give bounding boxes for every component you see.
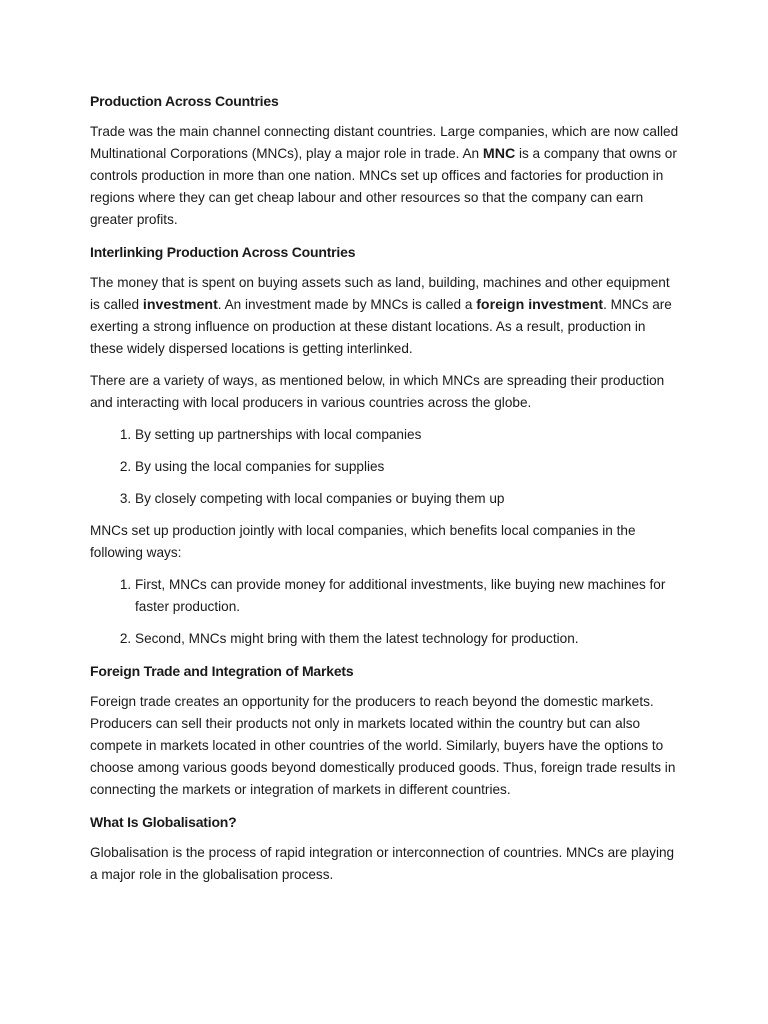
term-foreign-investment: foreign investment (476, 297, 604, 313)
list-item: 3. By closely competing with local companies or buying them up (135, 488, 680, 510)
paragraph-globalisation: Globalisation is the process of rapid integration or interconnection of countries. MNCs are playing a major role in the globalisation process. (90, 845, 675, 882)
text-run: is a company that owns or controls production in more than one nation. MNCs set up offices and factories for production in regions where they can get cheap labour and other resources so that the company can earn greater profits. (90, 146, 677, 227)
list-item: 2. By using the local companies for supplies (135, 456, 680, 478)
text-run: . MNCs are exerting a strong influence on production at these distant locations. As a result, production in these widely dispersed locations is getting interlinked. (90, 297, 672, 356)
section-heading-foreign-trade: Foreign Trade and Integration of Markets (90, 663, 354, 679)
list-item: 2. Second, MNCs might bring with them the latest technology for production. (135, 628, 680, 650)
text-run: The money that is spent on buying assets such as land, building, machines and other equipment is called (90, 275, 670, 312)
document-page (90, 90, 680, 896)
section-heading-globalisation: What Is Globalisation? (90, 814, 237, 830)
list-ways (90, 424, 680, 510)
list-item: 1. First, MNCs can provide money for additional investments, like buying new machines for faster production. (135, 574, 680, 618)
list-benefits (90, 574, 680, 650)
text-run: . An investment made by MNCs is called a (217, 297, 477, 312)
section-heading-interlinking-production: Interlinking Production Across Countries (90, 244, 356, 260)
text-run: Trade was the main channel connecting distant countries. Large companies, which are now called Multinational Corporations (MNCs), play a major role in trade. An (90, 124, 679, 161)
term-investment: investment (142, 297, 218, 313)
list-item: 1. By setting up partnerships with local companies (135, 424, 680, 446)
paragraph-joint-production: MNCs set up production jointly with local companies, which benefits local companies in the following ways: (90, 523, 636, 560)
paragraph-variety-of-ways: There are a variety of ways, as mentioned below, in which MNCs are spreading their production and interacting with local producers in various countries across the globe. (90, 373, 665, 410)
paragraph-mnc-definition (90, 121, 680, 231)
paragraph-investment-definition (90, 272, 680, 360)
section-heading-production-across-countries: Production Across Countries (90, 93, 279, 109)
term-mnc: MNC (482, 146, 516, 162)
paragraph-foreign-trade: Foreign trade creates an opportunity for the producers to reach beyond the domestic markets. Producers can sell their products not only in markets located within the country but can also compete in markets located in other countries of the world. Similarly, buyers have the options to choose among various goods beyond domestically produced goods. Thus, foreign trade results in connecting the markets or integration of markets in different countries. (90, 694, 676, 797)
